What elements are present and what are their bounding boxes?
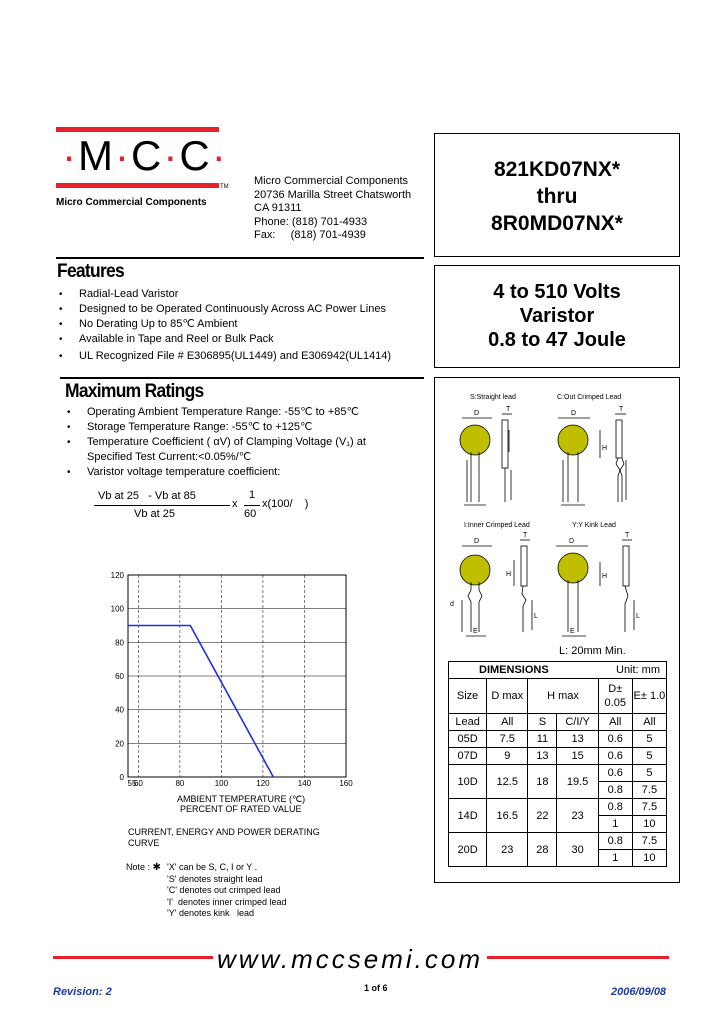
table-cell: 07D (449, 748, 487, 765)
table-row (449, 833, 667, 850)
logo-bottom-bar (56, 183, 219, 188)
table-cell: 19.5 (557, 765, 598, 799)
table-cell: Lead (449, 714, 487, 731)
footer-url[interactable]: www.mccsemi.com (213, 944, 487, 975)
trademark: TM (220, 184, 229, 190)
x-tick-label: 100 (214, 779, 229, 788)
table-cell: 0.6 (598, 731, 632, 748)
y-tick-label: 120 (110, 571, 124, 580)
ratings-rule (60, 377, 424, 379)
table-cell: S (528, 714, 557, 731)
table-row (449, 679, 667, 714)
diagram-out-crimped (558, 406, 626, 505)
table-cell: D max (487, 679, 528, 714)
dim-letter-h: H (602, 445, 608, 452)
part-number-box: 821KD07NX* thru 8R0MD07NX* (434, 133, 680, 257)
table-cell: E± 1.0 (632, 679, 666, 714)
list-item: • Available in Tape and Reel or Bulk Pack (53, 332, 391, 347)
table-row (449, 662, 667, 679)
company-name: Micro Commercial Components (56, 197, 207, 208)
chart-y-ticks (111, 571, 125, 782)
x-tick-label: 120 (256, 779, 270, 788)
formula-times-1: x (232, 498, 238, 510)
dim-letter-t: T (506, 406, 511, 413)
table-cell: All (598, 714, 632, 731)
spec-box: 4 to 510 Volts Varistor 0.8 to 47 Joule (434, 265, 680, 368)
list-item: • Varistor voltage temperature coefficient: (61, 465, 366, 480)
company-address: Micro Commercial Components 20736 Marilla Street Chatsworth CA 91311 Phone: (818) 701-4933 Fax: (818) 701-4939 (254, 175, 412, 241)
list-item: • Radial-Lead Varistor (53, 287, 391, 302)
table-cell: 1 (598, 816, 632, 833)
diagram-inner-crimped (450, 532, 538, 636)
svg-text:D: D (569, 538, 575, 545)
table-cell: 30 (557, 833, 598, 867)
diagram-label-inner-crimped: I:Inner Crimped Lead (464, 522, 530, 529)
table-cell: 0.8 (598, 799, 632, 816)
ratings-title: Maximum Ratings (65, 381, 204, 402)
table-row (449, 714, 667, 731)
dim-letter-l: L (534, 613, 538, 620)
page-number: 1 of 6 (364, 983, 388, 993)
chart-x-label: AMBIENT TEMPERATURE (℃) (177, 794, 306, 804)
table-cell: 22 (528, 799, 557, 833)
table-cell: 23 (487, 833, 528, 867)
dimensions-table (448, 661, 667, 867)
x-tick-label: 160 (339, 779, 353, 788)
star-icon: ✱ (152, 862, 161, 873)
y-tick-label: 60 (115, 672, 124, 681)
diagram-label-out-crimped: C:Out Crimped Lead (557, 394, 622, 401)
y-tick-label: 40 (115, 705, 124, 715)
formula-denominator: Vb at 25 (134, 508, 175, 520)
table-cell: 13 (557, 731, 598, 748)
list-item: • UL Recognized File # E306895(UL1449) and E306942(UL1414) (53, 349, 391, 364)
dim-letter-d: D (474, 410, 480, 417)
table-row (449, 748, 667, 765)
svg-text:H: H (506, 571, 512, 578)
table-cell: D± 0.05 (598, 679, 632, 714)
varistor-diagrams (440, 400, 676, 640)
table-cell: 0.8 (598, 782, 632, 799)
y-tick-label: 20 (115, 739, 124, 749)
table-cell: 7.5 (632, 782, 666, 799)
svg-text:D: D (571, 410, 577, 417)
table-cell: 0.8 (598, 833, 632, 850)
ratings-list (61, 405, 366, 480)
table-cell: 12.5 (487, 765, 528, 799)
diagram-label-kink: Y:Y Kink Lead (572, 522, 616, 529)
chart-y-label: PERCENT OF RATED VALUE (180, 804, 302, 814)
table-cell: 18 (528, 765, 557, 799)
logo-c1: C (131, 132, 164, 179)
features-list (53, 287, 391, 364)
chart-grid (128, 575, 346, 777)
logo-c2: C (179, 132, 212, 179)
table-cell: 10 (632, 816, 666, 833)
table-cell: 28 (528, 833, 557, 867)
table-cell: 23 (557, 799, 598, 833)
table-cell: 14D (449, 799, 487, 833)
chart-x-ticks (128, 779, 354, 788)
table-cell: DIMENSIONS Unit: mm (449, 662, 667, 679)
x-tick-label: 80 (175, 779, 185, 788)
lead-length-note: L: 20mm Min. (559, 645, 626, 657)
table-cell: C/I/Y (557, 714, 598, 731)
svg-text:D: D (474, 538, 480, 545)
revision-date: 2006/09/08 (611, 986, 667, 998)
diagram-kink (556, 532, 640, 636)
x-tick-label: 55 (127, 779, 137, 788)
table-cell: 7.5 (487, 731, 528, 748)
table-cell: 05D (449, 731, 487, 748)
logo-m: M (78, 132, 115, 179)
dim-letter-e: E (473, 628, 478, 635)
svg-text:T: T (619, 406, 624, 413)
derating-curve (128, 626, 273, 778)
svg-text:T: T (625, 532, 630, 539)
features-rule (56, 257, 424, 259)
table-cell: 13 (528, 748, 557, 765)
svg-text:L: L (636, 613, 640, 620)
table-cell: 10 (632, 850, 666, 867)
table-cell: 1 (598, 850, 632, 867)
diagram-straight (460, 406, 512, 505)
table-cell: 20D (449, 833, 487, 867)
table-row (449, 731, 667, 748)
table-cell: 16.5 (487, 799, 528, 833)
y-tick-label: 100 (110, 604, 124, 614)
list-item: • Storage Temperature Range: -55℃ to +125℃ (61, 420, 366, 435)
table-cell: 7.5 (632, 799, 666, 816)
table-cell: H max (528, 679, 598, 714)
table-cell: 7.5 (632, 833, 666, 850)
diagram-label-straight: S:Straight lead (470, 394, 516, 401)
formula-numerator: Vb at 25 - Vb at 85 (98, 490, 196, 502)
table-row (449, 799, 667, 816)
list-item: • Temperature Coefficient ( αV) of Clamping Voltage (V₁) at (61, 435, 366, 450)
dim-letter-small-d: d (450, 601, 454, 608)
x-tick-label: 140 (297, 779, 312, 788)
derating-chart (100, 566, 360, 808)
chart-caption: CURRENT, ENERGY AND POWER DERATING CURVE (128, 827, 320, 848)
table-cell: 5 (632, 765, 666, 782)
list-item: • Designed to be Operated Continuously Across AC Power Lines (53, 302, 391, 317)
table-cell: 10D (449, 765, 487, 799)
formula-frac-num: 1 (249, 489, 256, 501)
table-cell: 5 (632, 748, 666, 765)
table-cell: 5 (632, 731, 666, 748)
table-cell: 0.6 (598, 748, 632, 765)
table-cell: 11 (528, 731, 557, 748)
table-cell: All (632, 714, 666, 731)
features-title: Features (57, 261, 124, 282)
table-cell: All (487, 714, 528, 731)
table-cell: 9 (487, 748, 528, 765)
y-tick-label: 0 (119, 773, 124, 782)
y-tick-label: 80 (115, 638, 124, 648)
list-item: • Operating Ambient Temperature Range: -55℃ to +85℃ (61, 405, 366, 420)
table-cell: Size (449, 679, 487, 714)
svg-text:T: T (523, 532, 528, 539)
table-cell: 15 (557, 748, 598, 765)
chart-series (128, 626, 273, 778)
formula-fraction-line (94, 505, 230, 506)
revision-text: Revision: 2 (53, 986, 112, 998)
list-item-continuation: Specified Test Current:<0.05%/℃ (87, 451, 252, 463)
formula-frac-den: 60 (244, 508, 257, 520)
formula-small-fraction-line (244, 505, 260, 506)
table-cell: 0.6 (598, 765, 632, 782)
svg-text:E: E (570, 628, 575, 635)
svg-text:H: H (602, 573, 608, 580)
mcc-logo: ·M·C·C· (62, 132, 228, 179)
x-tick-label: 60 (133, 779, 143, 788)
table-row (449, 765, 667, 782)
list-item: • No Derating Up to 85℃ Ambient (53, 317, 391, 332)
formula-times-2: x(100/ ) (262, 498, 309, 510)
